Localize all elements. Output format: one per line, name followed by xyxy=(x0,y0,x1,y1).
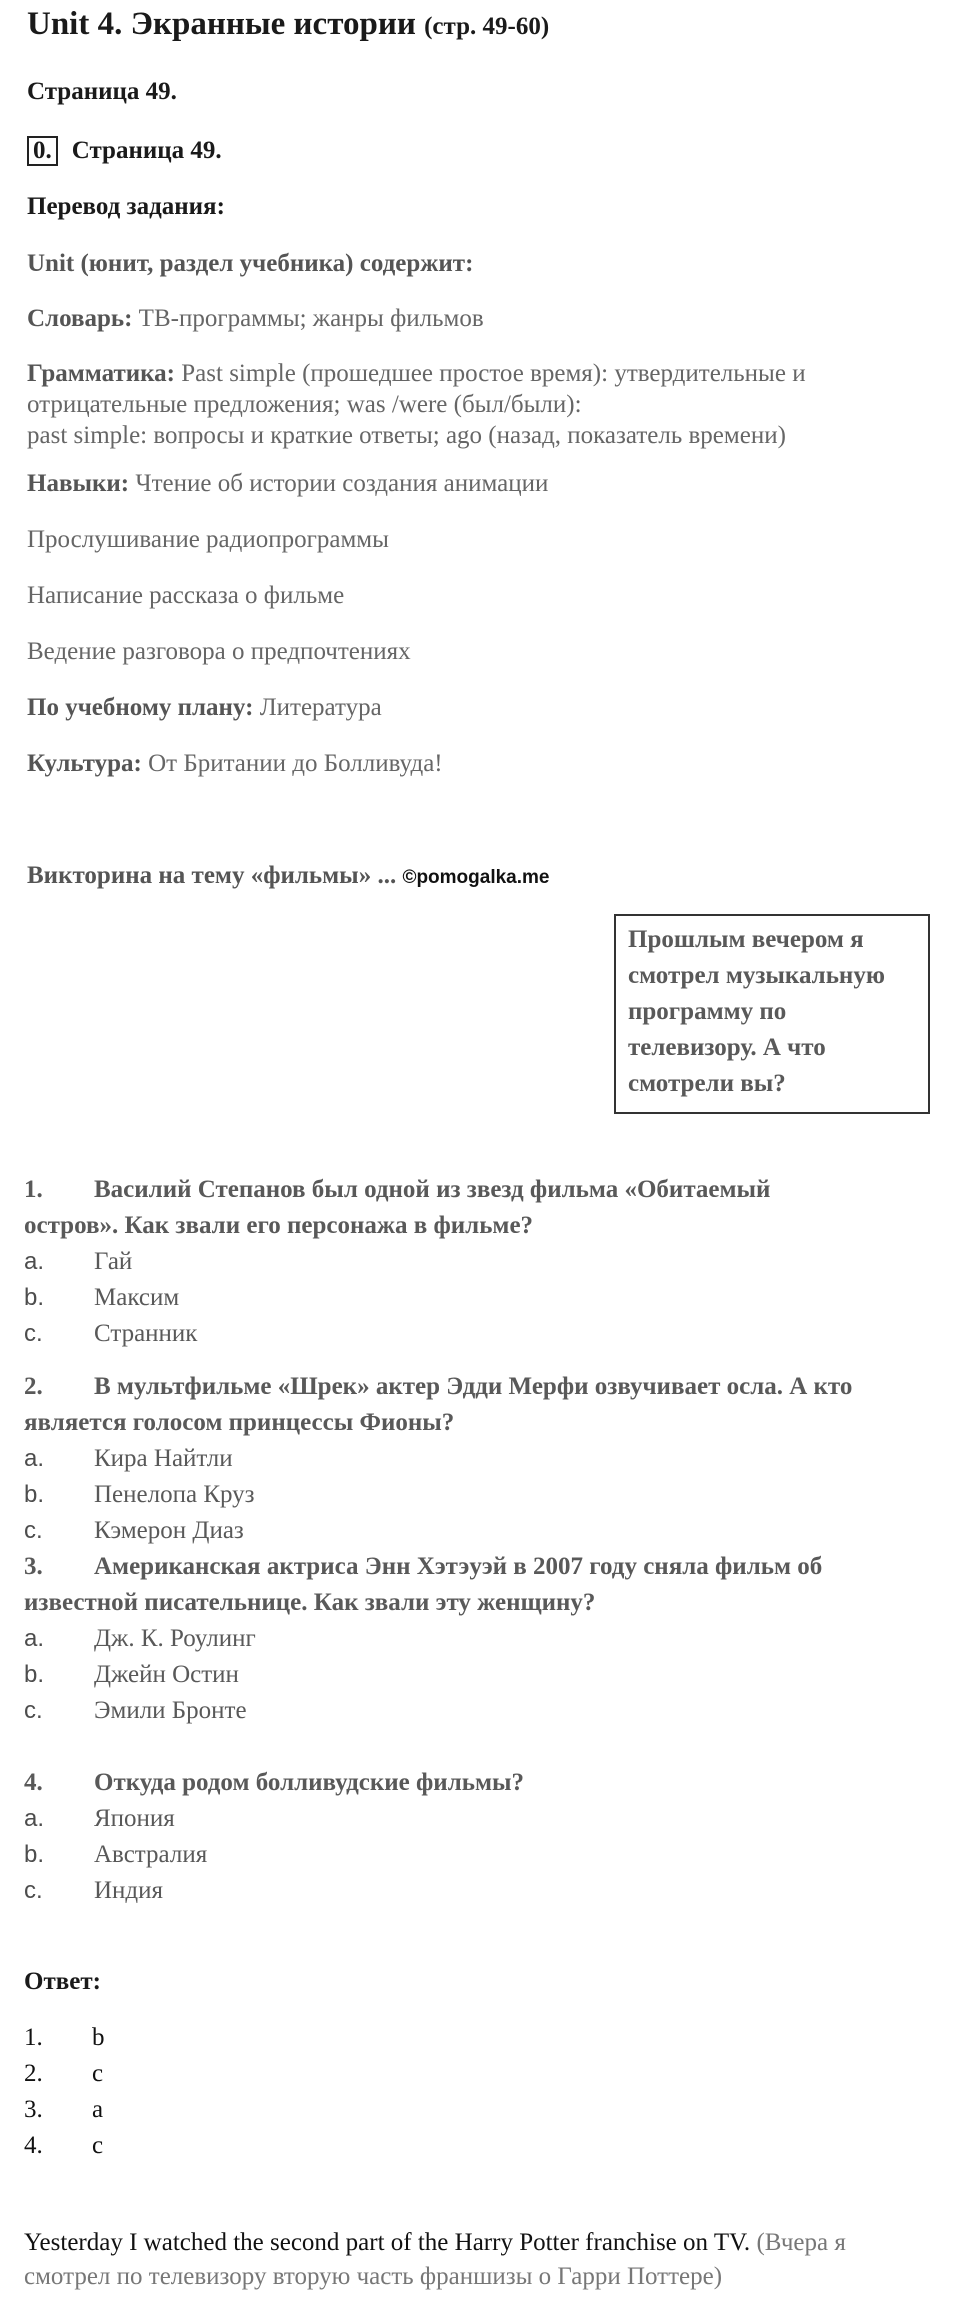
page-title xyxy=(27,6,549,43)
question-2-text-2: является голосом принцессы Фионы? xyxy=(24,1409,455,1436)
question-3-text-1: Американская актриса Энн Хэтэуэй в 2007 году сняла фильм об xyxy=(94,1553,823,1580)
skill-listening: Прослушивание радиопрограммы xyxy=(27,526,389,553)
grammar-text-1: Past simple (прошедшее простое время): утвердительные и xyxy=(181,360,806,387)
answer-value: c xyxy=(92,2132,104,2159)
option-text: Кэмерон Диаз xyxy=(94,1517,244,1544)
q4-option-b xyxy=(24,1841,207,1869)
q1-option-b xyxy=(24,1284,179,1312)
option-mark: a. xyxy=(24,1248,45,1275)
q2-option-a xyxy=(24,1445,233,1473)
q4-option-c xyxy=(24,1877,163,1905)
question-2-line-1 xyxy=(24,1373,852,1401)
answer-4 xyxy=(24,2132,103,2160)
vocab-line xyxy=(27,305,484,333)
option-text: Индия xyxy=(94,1877,164,1904)
option-mark: b. xyxy=(24,1661,45,1688)
skill-speaking: Ведение разговора о предпочтениях xyxy=(27,638,411,665)
question-3-number: 3. xyxy=(24,1553,43,1580)
option-text: Максим xyxy=(94,1284,180,1311)
option-text: Япония xyxy=(94,1805,175,1832)
answer-heading: Ответ: xyxy=(24,1968,101,1995)
option-mark: a. xyxy=(24,1625,45,1652)
question-3-line-1 xyxy=(24,1553,822,1581)
option-mark: c. xyxy=(24,1517,43,1544)
culture-text: От Британии до Болливуда! xyxy=(148,750,443,777)
answer-value: a xyxy=(92,2096,104,2123)
speech-box-text: Прошлым вечером я смотрел музыкальную программу по телевизору. А что смотрели вы? xyxy=(628,926,885,1097)
curriculum-label: По учебному плану: xyxy=(27,694,254,721)
closing-english: Yesterday I watched the second part of the Harry Potter franchise on TV. xyxy=(24,2229,751,2256)
question-4-number: 4. xyxy=(24,1769,43,1796)
answer-3 xyxy=(24,2096,103,2124)
option-mark: b. xyxy=(24,1481,45,1508)
quiz-title xyxy=(27,862,550,890)
option-text: Гай xyxy=(94,1248,133,1275)
option-text: Кира Найтли xyxy=(94,1445,233,1472)
q1-option-a xyxy=(24,1248,132,1276)
question-4-line-1 xyxy=(24,1769,524,1797)
quiz-title-text: Викторина на тему «фильмы» ... xyxy=(27,862,397,889)
unit-title: Unit 4. Экранные истории xyxy=(27,6,416,42)
question-1-line-1 xyxy=(24,1176,770,1204)
closing-russian-1: (Вчера я xyxy=(756,2229,846,2256)
question-1-text-2: остров». Как звали его персонажа в фильме? xyxy=(24,1212,534,1239)
q3-option-a xyxy=(24,1625,256,1653)
closing-line-1 xyxy=(24,2229,846,2257)
option-text: Странник xyxy=(94,1320,198,1347)
option-text: Джейн Остин xyxy=(94,1661,239,1688)
closing-line-2 xyxy=(24,2263,722,2291)
credit-watermark: ©pomogalka.me xyxy=(402,867,550,888)
speech-box xyxy=(614,914,930,1114)
grammar-text-2: отрицательные предложения; was /were (был/были): xyxy=(27,391,582,418)
unit-pages: (стр. 49-60) xyxy=(424,13,550,40)
question-4-text-1: Откуда родом болливудские фильмы? xyxy=(94,1769,524,1796)
vocab-label: Словарь: xyxy=(27,305,133,332)
q3-option-b xyxy=(24,1661,239,1689)
skills-line xyxy=(27,470,548,498)
option-text: Австралия xyxy=(94,1841,208,1868)
answer-value: b xyxy=(92,2024,105,2051)
skill-writing: Написание рассказа о фильме xyxy=(27,582,345,609)
option-mark: b. xyxy=(24,1841,45,1868)
exercise-page: Страница 49. xyxy=(71,137,222,164)
q3-option-c xyxy=(24,1697,247,1725)
curriculum-text: Литература xyxy=(259,694,382,721)
answer-number: 3. xyxy=(24,2096,43,2123)
vocab-text: ТВ-программы; жанры фильмов xyxy=(138,305,484,332)
option-mark: b. xyxy=(24,1284,45,1311)
option-text: Дж. К. Роулинг xyxy=(94,1625,256,1652)
exercise-heading xyxy=(27,136,222,166)
question-3-text-2: известной писательнице. Как звали эту женщину? xyxy=(24,1589,596,1616)
culture-line xyxy=(27,750,443,778)
option-mark: a. xyxy=(24,1805,45,1832)
option-text: Пенелопа Круз xyxy=(94,1481,255,1508)
curriculum-line xyxy=(27,694,382,722)
option-mark: c. xyxy=(24,1320,43,1347)
culture-label: Культура: xyxy=(27,750,142,777)
skills-label: Навыки: xyxy=(27,470,130,497)
question-1-text-1: Василий Степанов был одной из звезд фильма «Обитаемый xyxy=(94,1176,771,1203)
closing-russian-2: смотрел по телевизору вторую часть франшизы о Гарри Поттере) xyxy=(24,2263,723,2290)
grammar-line-1 xyxy=(27,360,806,388)
exercise-number: 0. xyxy=(27,136,58,166)
question-1-number: 1. xyxy=(24,1176,43,1203)
option-mark: a. xyxy=(24,1445,45,1472)
question-2-text-1: В мультфильме «Шрек» актер Эдди Мерфи озвучивает осла. А кто xyxy=(94,1373,853,1400)
q2-option-c xyxy=(24,1517,244,1545)
answer-2 xyxy=(24,2060,103,2088)
answer-number: 2. xyxy=(24,2060,43,2087)
answer-number: 4. xyxy=(24,2132,43,2159)
question-2-number: 2. xyxy=(24,1373,43,1400)
unit-intro: Unit (юнит, раздел учебника) содержит: xyxy=(27,250,474,277)
answer-value: c xyxy=(92,2060,104,2087)
option-mark: c. xyxy=(24,1877,43,1904)
option-mark: c. xyxy=(24,1697,43,1724)
answer-1 xyxy=(24,2024,105,2052)
q1-option-c xyxy=(24,1320,197,1348)
answer-number: 1. xyxy=(24,2024,43,2051)
option-text: Эмили Бронте xyxy=(94,1697,247,1724)
translation-heading: Перевод задания: xyxy=(27,193,225,220)
skills-text: Чтение об истории создания анимации xyxy=(135,470,549,497)
q2-option-b xyxy=(24,1481,255,1509)
grammar-label: Грамматика: xyxy=(27,360,176,387)
q4-option-a xyxy=(24,1805,175,1833)
grammar-text-3: past simple: вопросы и краткие ответы; ago (назад, показатель времени) xyxy=(27,422,786,449)
page-label: Страница 49. xyxy=(27,78,177,105)
